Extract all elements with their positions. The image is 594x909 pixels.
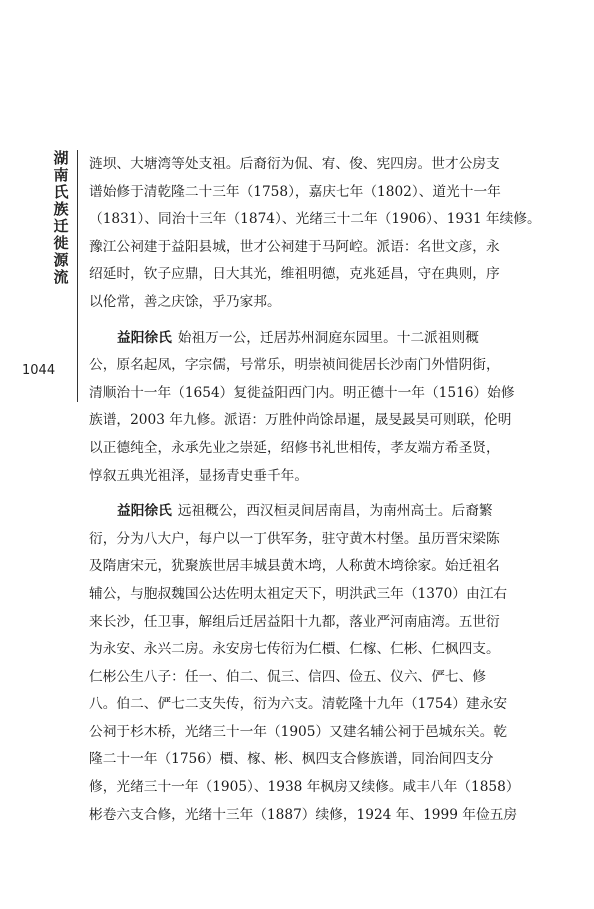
text-line: 彬卷六支合修，光绪十三年（1887）续修，1924 年、1999 年俭五房 [89, 806, 518, 823]
text-line: 清顺治十一年（1654）复徙益阳西门内。明正德十一年（1516）始修 [89, 384, 515, 401]
side-divider [77, 150, 78, 402]
entry-heading: 益阳徐氏 [117, 329, 172, 346]
text-line: 公祠于杉木桥，光绪三十一年（1905）又建名辅公祠于邑城东关。乾 [89, 723, 508, 740]
text-line: 隆二十一年（1756）檟、榢、彬、枫四支合修族谱，同治间四支分 [89, 751, 494, 768]
text-line: 衍，分为八大户，每户以一丁供军务，驻守黄木村堡。虽历晋宋梁陈 [89, 530, 500, 547]
text-line: 绍延时，钦子应鼎，日大其光，维祖明德，克兆延昌，守在典则，序 [89, 266, 500, 283]
text-line: 为永安、永兴二房。永安房七传衍为仁檟、仁榢、仁彬、仁枫四支。 [89, 641, 500, 658]
text-line: 公，原名起凤，字宗儒，号常乐，明崇祯间徙居长沙南门外惜阴街， [89, 357, 500, 374]
text-line: 涟坝、大塘湾等处支祖。后裔衍为侃、宥、俊、宪四房。世才公房支 [89, 156, 500, 172]
entry-heading: 益阳徐氏 [117, 503, 172, 520]
page-number: 1044 [22, 363, 56, 378]
text-line: 始祖万一公，迁居苏州洞庭东园里。十二派祖则穊 [177, 329, 479, 346]
paragraph-first-line [89, 325, 541, 353]
text-line: （1831）、同治十三年（1874）、光绪三十二年（1906）、1931 年续修。 [89, 211, 541, 228]
text-line: 来长沙，任卫事，解组后迁居益阳十九都，落业严河南庙湾。五世衍 [89, 613, 500, 630]
text-line: 族谱，2003 年九修。派语：万胜仲尚馀昂暹，晟旻晸昊可则联，伦明 [89, 412, 512, 429]
text-line: 谱始修于清乾隆二十三年（1758），嘉庆七年（1802）、道光十一年 [89, 183, 501, 200]
text-line: 豫江公祠建于益阳县城，世才公祠建于马阿崆。派语：名世文彦，永 [89, 238, 500, 255]
text-line: 仁彬公生八子：任一、伯二、侃三、信四、俭五、仪六、俨七、修 [89, 668, 486, 685]
text-line: 辅公，与胞叔魏国公达佐明太祖定天下，明洪武三年（1370）由江右 [89, 585, 508, 602]
paragraph-first-line [89, 498, 541, 526]
body-text [89, 151, 541, 823]
text-line: 修，光绪三十一年（1905）、1938 年枫房又续修。咸丰八年（1858） [89, 779, 520, 796]
text-line: 八。伯二、俨七二支失传，衍为六支。清乾隆十九年（1754）建永安 [89, 696, 508, 713]
text-line: 及隋唐宋元，犹聚族世居丰城县黄木塆，人称黄木塆徐家。始迁祖名 [89, 558, 500, 575]
running-head-vertical-title: 湖南氏族迁徙源流 [53, 149, 69, 286]
text-line: 以伦常，善之庆馀，乎乃家邦。 [89, 293, 281, 310]
text-line: 惇叙五典光祖泽，显扬青史垂千年。 [89, 467, 309, 484]
text-line: 远祖穊公，西汉桓灵间居南昌，为南州高士。后裔繁 [177, 503, 493, 520]
text-line: 以正德纯全，永承先业之崇延，绍修书礼世相传，孝友端方希圣贤， [89, 439, 500, 456]
